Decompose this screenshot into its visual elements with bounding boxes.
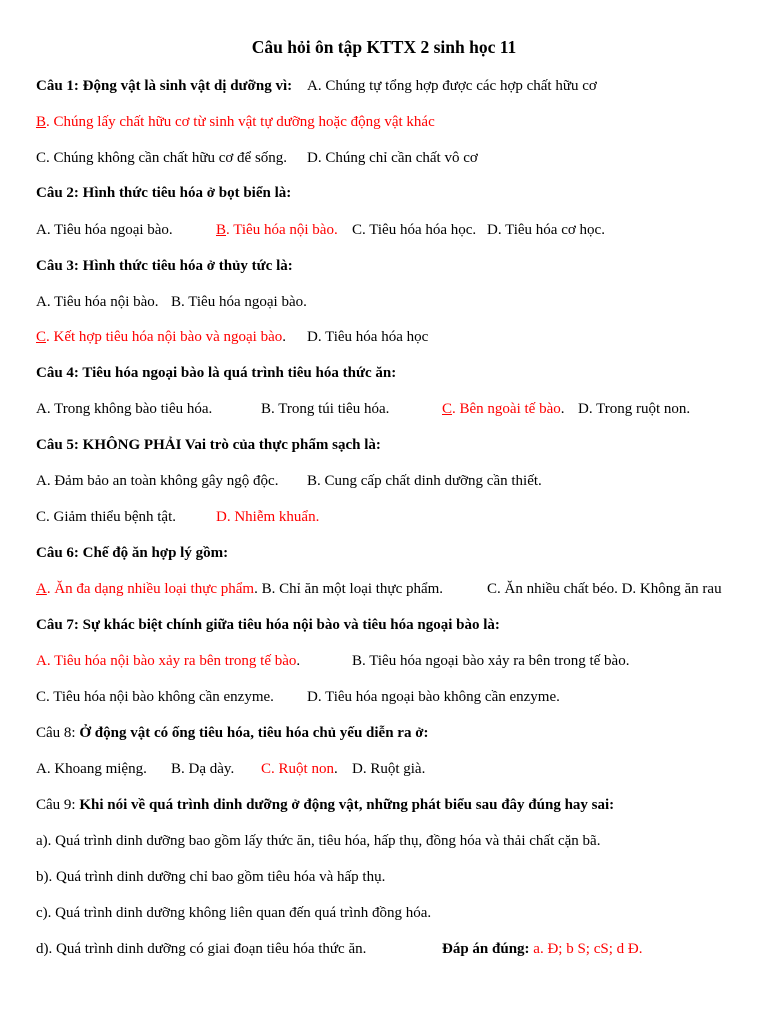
q1-options-row-3 [0,149,768,167]
question-7-row [0,616,768,634]
option-letter: A [36,294,47,310]
q7-option-d [307,688,560,706]
option-letter: D [487,222,498,238]
question-number: Câu 8: [36,725,76,741]
answer-label: Đáp án đúng: [442,941,530,957]
q5-option-b [307,472,542,490]
option-text: . Trong ruột non. [588,401,691,417]
option-text: . Chỉ ăn một loại thực phẩm. [271,581,444,597]
option-text: . Chúng lấy chất hữu cơ từ sinh vật tự dưỡng hoặc động vật khác [46,114,435,130]
q5-option-c [36,508,176,526]
option-letter: A [36,653,47,669]
question-5-row [0,436,768,454]
q1-option-c [36,149,287,167]
option-letter: A [36,581,47,597]
q6-option-b [262,581,443,597]
q7-options-row-1 [0,652,768,670]
option-text: . Tiêu hóa nội bào. [46,294,159,310]
question-text: Chế độ ăn hợp lý gồm: [82,545,229,561]
option-letter: D [307,150,318,166]
option-letter: B [307,473,318,489]
q2-option-d [487,221,605,239]
option-text: . Ăn đa dạng nhiều loại thực phẩm [46,581,255,597]
q5-options-row-2 [0,508,768,526]
question-text: KHÔNG PHẢI Vai trò của thực phẩm sạch là: [82,437,381,453]
answer-text: a. Đ; b S; cS; d Đ. [533,941,643,957]
option-letter: C [36,329,47,345]
question-number: Câu 4: [36,365,79,381]
option-tail: . [333,761,338,777]
option-letter: A [36,222,47,238]
q9-statement-b-row [0,868,768,886]
q6-options-row [0,580,768,598]
option-text: . Không ăn rau [632,581,722,597]
q3-option-a [36,293,159,311]
question-4-row [0,364,768,382]
q5-option-a [36,472,278,490]
q9-statement-b: b). Quá trình dinh dưỡng chỉ bao gồm tiêu hóa và hấp thụ. [36,869,386,885]
option-tail: . [254,581,258,597]
q7-option-c [36,688,274,706]
option-letter: D [307,689,318,705]
question-4-prompt [36,364,396,382]
question-number: Câu 2: [36,185,79,201]
option-text: . Tiêu hóa ngoại bào xảy ra bên trong tế bào. [362,653,630,669]
option-letter: D [578,401,589,417]
option-text: . Tiêu hóa nội bào. [226,222,338,238]
q9-statement-d: d). Quá trình dinh dưỡng có giai đoạn tiêu hóa thức ăn. [36,941,367,957]
q9-statement-d-row [0,940,768,958]
q9-statement-c: c). Quá trình dinh dưỡng không liên quan đến quá trình đồng hóa. [36,905,432,921]
option-letter: B [171,294,182,310]
q1-option-d [307,149,478,167]
option-text: . Dạ dày. [181,761,235,777]
question-6-prompt [36,544,228,562]
option-text: . Tiêu hóa hóa học. [362,222,477,238]
question-number: Câu 7: [36,617,79,633]
option-letter: B [216,222,227,238]
question-6-row [0,544,768,562]
q9-statement-a: a). Quá trình dinh dưỡng bao gồm lấy thức ăn, tiêu hóa, hấp thụ, đồng hóa và thải chất cặn bã. [36,833,601,849]
question-7-prompt [36,616,500,634]
question-number: Câu 1: [36,78,79,94]
q8-option-a [36,760,147,778]
q5-options-row-1 [0,472,768,490]
question-3-row [0,257,768,275]
option-letter: A [36,401,47,417]
option-letter: A [36,761,47,777]
document-title: Câu hỏi ôn tập KTTX 2 sinh học 11 [251,37,517,57]
question-2-row [0,184,768,202]
question-number: Câu 5: [36,437,79,453]
option-text: . Trong không bào tiêu hóa. [46,401,213,417]
q3-option-d [307,328,428,346]
q7-option-b [352,652,629,670]
option-letter: D [621,581,633,597]
option-text: . Tiêu hóa ngoại bào. [181,294,307,310]
option-letter: B [261,401,272,417]
option-letter: A [307,78,318,94]
q6-option-d [622,581,722,597]
option-letter: C [36,689,47,705]
question-text: Khi nói về quá trình dinh dưỡng ở động vật, những phát biểu sau đây đúng hay sai: [79,797,615,813]
question-8-row [0,724,768,742]
option-letter: C [36,150,47,166]
option-text: . Kết hợp tiêu hóa nội bào và ngoại bào [46,329,283,345]
option-text: . Nhiễm khuẩn. [226,509,320,525]
question-text: Động vật là sinh vật dị dưỡng vì: [82,78,293,94]
question-text: Hình thức tiêu hóa ở bọt biển là: [82,185,292,201]
q8-option-d [352,760,425,778]
q2-options-row [0,221,768,239]
option-tail: . [560,401,565,417]
option-letter: C [487,581,498,597]
question-number: Câu 3: [36,258,79,274]
q6-options-cd [487,580,722,598]
q2-option-a [36,221,173,239]
q7-option-a-correct [36,652,300,670]
option-letter: A [36,473,47,489]
q4-option-b [261,400,389,418]
q2-option-b-correct [216,221,338,239]
option-text: . Khoang miệng. [46,761,147,777]
option-letter: C [261,761,272,777]
option-text: . Bên ngoài tế bào [452,401,561,417]
q2-option-c [352,221,476,239]
q4-options-row [0,400,768,418]
q1-option-b-correct [36,113,435,131]
option-text: . Giảm thiểu bệnh tật. [46,509,176,525]
question-1-row [0,77,768,95]
option-text: . Đảm bảo an toàn không gây ngộ độc. [46,473,279,489]
q8-options-row [0,760,768,778]
question-5-prompt [36,436,381,454]
option-text: . Chúng không cần chất hữu cơ để sống. [46,150,288,166]
q1-option-a [307,77,597,95]
q1-options-row-2 [0,113,768,131]
option-letter: C [442,401,453,417]
question-9-prompt [36,796,614,814]
q4-option-c-correct [442,400,565,418]
option-letter: B [171,761,182,777]
option-text: . Tiêu hóa nội bào xảy ra bên trong tế bào [46,653,297,669]
option-text: . Tiêu hóa cơ học. [497,222,605,238]
question-text: Hình thức tiêu hóa ở thủy tức là: [82,258,293,274]
option-letter: B [261,581,272,597]
q9-answer-key [442,940,642,958]
q8-option-c-correct [261,760,338,778]
option-letter: B [36,114,47,130]
question-text: Ở động vật có ống tiêu hóa, tiêu hóa chủ yếu diễn ra ở: [79,725,429,741]
question-text: Tiêu hóa ngoại bào là quá trình tiêu hóa thức ăn: [82,365,397,381]
option-text: . Cung cấp chất dinh dưỡng cần thiết. [317,473,542,489]
q7-options-row-2 [0,688,768,706]
q3-option-b [171,293,307,311]
option-text: . Ruột già. [362,761,426,777]
q6-option-a-correct [36,581,254,597]
question-number: Câu 6: [36,545,79,561]
option-letter: D [307,329,318,345]
option-text: . Tiêu hóa hóa học [317,329,429,345]
option-text: . Chúng chỉ cần chất vô cơ [317,150,478,166]
option-letter: C [352,222,363,238]
q5-option-d-correct [216,508,319,526]
question-3-prompt [36,257,293,275]
option-text: . Ruột non [271,761,334,777]
option-text: . Tiêu hóa ngoại bào. [46,222,173,238]
option-text: . Ăn nhiều chất béo. [497,581,618,597]
q6-option-c [487,581,618,597]
q3-options-row-1 [0,293,768,311]
option-letter: B [352,653,363,669]
option-tail: . [296,653,301,669]
question-number: Câu 9: [36,797,76,813]
option-text: . Tiêu hóa ngoại bào không cần enzyme. [317,689,560,705]
question-text: Sự khác biệt chính giữa tiêu hóa nội bào và tiêu hóa ngoại bào là: [82,617,500,633]
option-tail: . [282,329,286,345]
option-text: . Chúng tự tổng hợp được các hợp chất hữu cơ [317,78,597,94]
q3-option-c-correct [36,328,286,346]
option-letter: D [216,509,227,525]
question-9-row [0,796,768,814]
q6-options-ab [36,580,443,598]
option-letter: D [352,761,363,777]
option-letter: C [36,509,47,525]
q3-options-row-2 [0,328,768,346]
option-text: . Trong túi tiêu hóa. [271,401,390,417]
q8-option-b [171,760,234,778]
q4-option-d [578,400,690,418]
q4-option-a [36,400,212,418]
question-2-prompt [36,184,291,202]
question-8-prompt [36,724,429,742]
q9-statement-a-row [0,832,768,850]
question-1-prompt [36,77,292,95]
option-text: . Tiêu hóa nội bào không cần enzyme. [46,689,274,705]
q9-statement-c-row [0,904,768,922]
